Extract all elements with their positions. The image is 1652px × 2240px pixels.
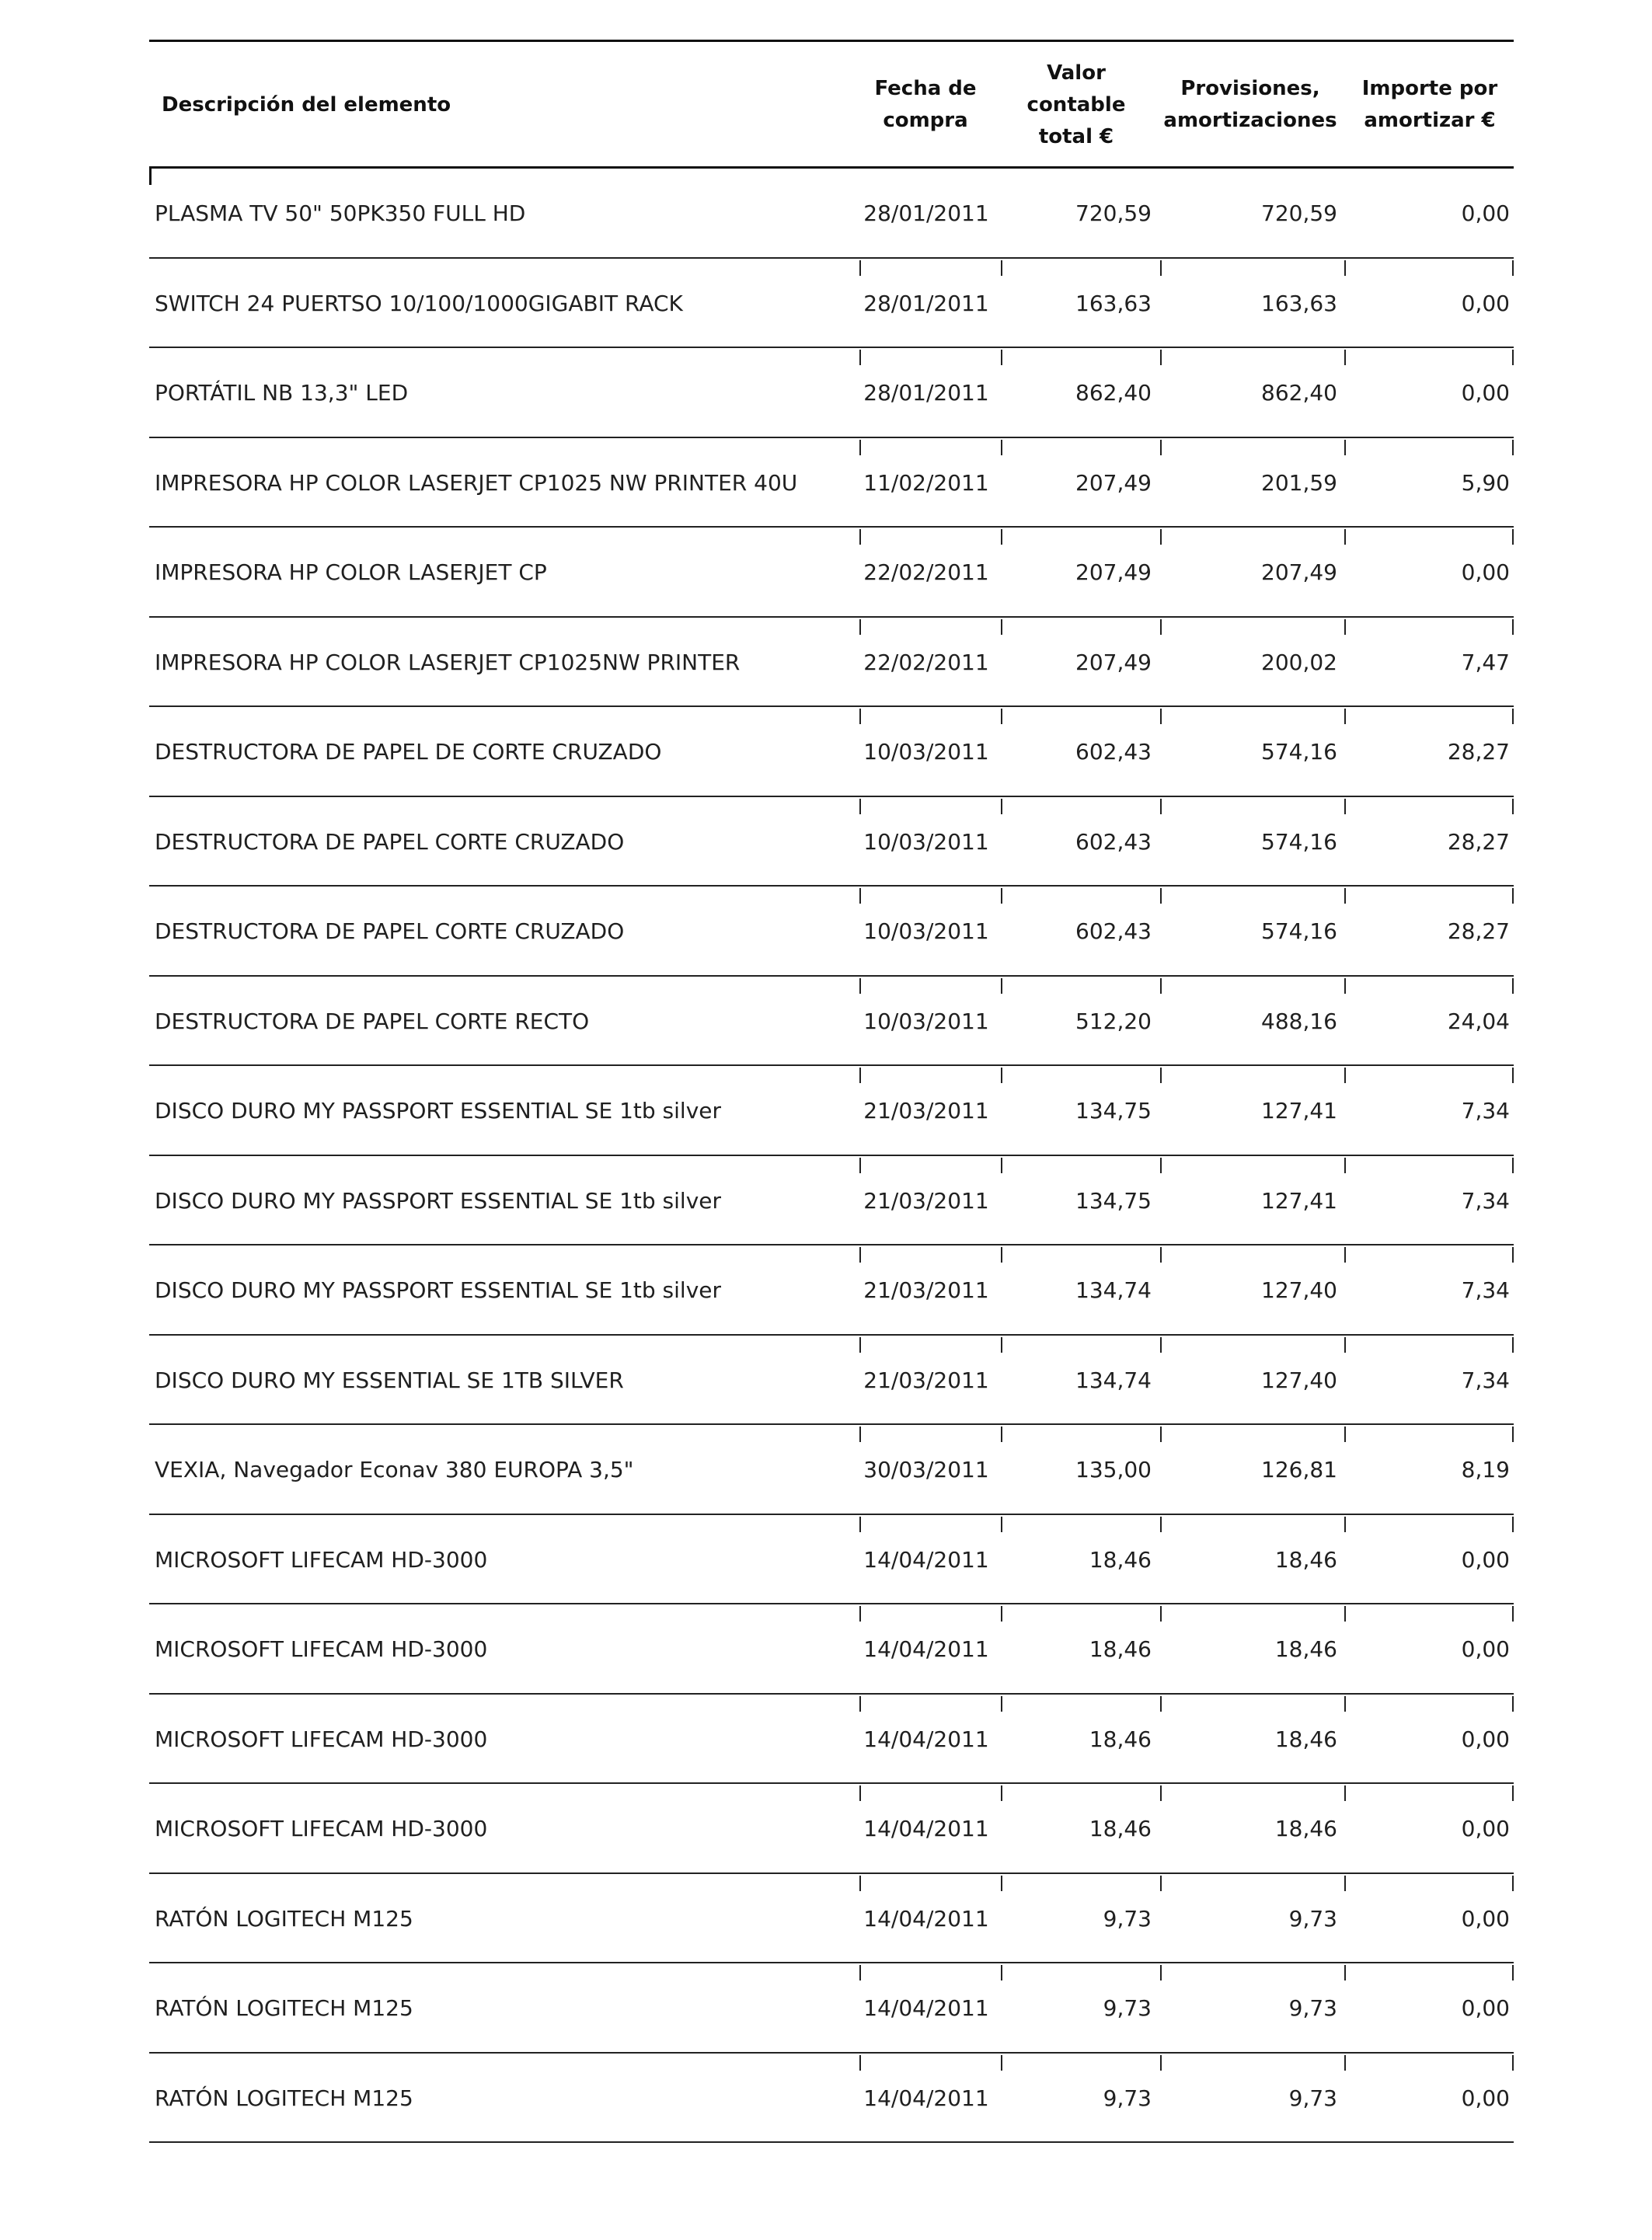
cell-fecha: 14/04/2011 (863, 1636, 989, 1663)
cell-fecha: 10/03/2011 (863, 1008, 989, 1034)
cell-valor: 9,73 (1103, 2085, 1152, 2111)
cell-fecha: 14/04/2011 (863, 1995, 989, 2022)
cell-valor: 602,43 (1075, 918, 1152, 945)
cell-provisiones: 200,02 (1261, 649, 1337, 675)
table-row (149, 169, 1514, 259)
cell-descripcion: DISCO DURO MY PASSPORT ESSENTIAL SE 1tb silver (155, 1098, 722, 1124)
cell-descripcion: MICROSOFT LIFECAM HD-3000 (155, 1546, 488, 1573)
cell-fecha: 21/03/2011 (863, 1187, 989, 1214)
cell-provisiones: 9,73 (1288, 1995, 1337, 2022)
cell-valor: 135,00 (1075, 1457, 1152, 1483)
cell-importe: 7,47 (1461, 649, 1510, 675)
table-row (149, 1784, 1514, 1874)
table-row (149, 707, 1514, 797)
cell-fecha: 22/02/2011 (863, 649, 989, 675)
cell-valor: 207,49 (1075, 649, 1152, 675)
cell-provisiones: 127,41 (1261, 1187, 1337, 1214)
cell-importe: 0,00 (1461, 1726, 1510, 1752)
header-importe: Importe por amortizar € (1361, 77, 1498, 132)
table-row (149, 1066, 1514, 1156)
table-row (149, 1336, 1514, 1426)
cell-importe: 7,34 (1461, 1367, 1510, 1393)
header-cell-descripcion (162, 42, 845, 168)
cell-descripcion: DISCO DURO MY ESSENTIAL SE 1TB SILVER (155, 1367, 624, 1393)
table-row (149, 1874, 1514, 1964)
cell-importe: 28,27 (1447, 828, 1510, 855)
cell-descripcion: MICROSOFT LIFECAM HD-3000 (155, 1636, 488, 1663)
table-row (149, 618, 1514, 708)
cell-importe: 0,00 (1461, 1816, 1510, 1842)
header-cell-fecha (859, 42, 992, 168)
cell-importe: 5,90 (1461, 469, 1510, 496)
cell-valor: 602,43 (1075, 739, 1152, 765)
table-row (149, 887, 1514, 977)
cell-descripcion: DISCO DURO MY PASSPORT ESSENTIAL SE 1tb silver (155, 1277, 722, 1304)
cell-provisiones: 127,40 (1261, 1277, 1337, 1304)
cell-valor: 18,46 (1089, 1726, 1152, 1752)
cell-descripcion: DESTRUCTORA DE PAPEL CORTE RECTO (155, 1008, 590, 1034)
cell-importe: 0,00 (1461, 290, 1510, 316)
cell-provisiones: 126,81 (1261, 1457, 1337, 1483)
cell-descripcion: IMPRESORA HP COLOR LASERJET CP1025 NW PRINTER 40U (155, 469, 798, 496)
cell-fecha: 28/01/2011 (863, 380, 989, 406)
cell-fecha: 21/03/2011 (863, 1277, 989, 1304)
cell-provisiones: 574,16 (1261, 918, 1337, 945)
cell-importe: 28,27 (1447, 918, 1510, 945)
cell-valor: 862,40 (1075, 380, 1152, 406)
cell-provisiones: 163,63 (1261, 290, 1337, 316)
cell-descripcion: RATÓN LOGITECH M125 (155, 1995, 413, 2022)
header-cell-importe (1346, 42, 1514, 168)
table-row (149, 1604, 1514, 1695)
header-provisiones: Provisiones, amortizaciones (1163, 77, 1337, 132)
table-row (149, 438, 1514, 528)
cell-valor: 134,75 (1075, 1187, 1152, 1214)
cell-provisiones: 207,49 (1261, 559, 1337, 586)
cell-valor: 18,46 (1089, 1546, 1152, 1573)
table-header (149, 42, 1514, 168)
cell-provisiones: 574,16 (1261, 828, 1337, 855)
cell-descripcion: VEXIA, Navegador Econav 380 EUROPA 3,5" (155, 1457, 634, 1483)
cell-importe: 7,34 (1461, 1098, 1510, 1124)
table-row (149, 1245, 1514, 1336)
cell-importe: 0,00 (1461, 2085, 1510, 2111)
cell-valor: 18,46 (1089, 1636, 1152, 1663)
table-row (149, 348, 1514, 438)
table-row (149, 1695, 1514, 1785)
cell-fecha: 10/03/2011 (863, 918, 989, 945)
cell-valor: 134,74 (1075, 1277, 1152, 1304)
cell-fecha: 28/01/2011 (863, 200, 989, 227)
cell-fecha: 10/03/2011 (863, 828, 989, 855)
cell-provisiones: 574,16 (1261, 739, 1337, 765)
cell-provisiones: 18,46 (1274, 1546, 1337, 1573)
header-descripcion: Descripción del elemento (162, 92, 451, 117)
cell-fecha: 22/02/2011 (863, 559, 989, 586)
cell-provisiones: 18,46 (1274, 1726, 1337, 1752)
table-row (149, 797, 1514, 887)
table-row (149, 1963, 1514, 2054)
cell-importe: 8,19 (1461, 1457, 1510, 1483)
cell-importe: 24,04 (1447, 1008, 1510, 1034)
header-cell-provisiones (1159, 42, 1341, 168)
cell-fecha: 21/03/2011 (863, 1367, 989, 1393)
table-row (149, 977, 1514, 1067)
table-row (149, 528, 1514, 618)
cell-importe: 0,00 (1461, 1995, 1510, 2022)
header-cell-valor (999, 42, 1153, 168)
cell-fecha: 14/04/2011 (863, 1546, 989, 1573)
table-row (149, 259, 1514, 349)
table-row (149, 1156, 1514, 1246)
table-row (149, 2054, 1514, 2144)
cell-fecha: 14/04/2011 (863, 2085, 989, 2111)
cell-fecha: 21/03/2011 (863, 1098, 989, 1124)
cell-importe: 0,00 (1461, 380, 1510, 406)
cell-valor: 207,49 (1075, 559, 1152, 586)
cell-valor: 512,20 (1075, 1008, 1152, 1034)
cell-valor: 18,46 (1089, 1816, 1152, 1842)
row-divider (149, 2141, 1514, 2143)
cell-provisiones: 720,59 (1261, 200, 1337, 227)
cell-importe: 7,34 (1461, 1187, 1510, 1214)
cell-importe: 28,27 (1447, 739, 1510, 765)
cell-provisiones: 18,46 (1274, 1636, 1337, 1663)
cell-importe: 0,00 (1461, 559, 1510, 586)
table-row (149, 1515, 1514, 1605)
cell-importe: 7,34 (1461, 1277, 1510, 1304)
cell-valor: 602,43 (1075, 828, 1152, 855)
cell-descripcion: IMPRESORA HP COLOR LASERJET CP (155, 559, 547, 586)
cell-fecha: 30/03/2011 (863, 1457, 989, 1483)
cell-provisiones: 127,40 (1261, 1367, 1337, 1393)
cell-descripcion: DESTRUCTORA DE PAPEL DE CORTE CRUZADO (155, 739, 662, 765)
cell-provisiones: 18,46 (1274, 1816, 1337, 1842)
cell-provisiones: 9,73 (1288, 1905, 1337, 1932)
cell-fecha: 14/04/2011 (863, 1726, 989, 1752)
table-body (149, 169, 1514, 2143)
cell-descripcion: MICROSOFT LIFECAM HD-3000 (155, 1816, 488, 1842)
cell-provisiones: 488,16 (1261, 1008, 1337, 1034)
cell-provisiones: 9,73 (1288, 2085, 1337, 2111)
cell-importe: 0,00 (1461, 1546, 1510, 1573)
cell-importe: 0,00 (1461, 200, 1510, 227)
cell-fecha: 14/04/2011 (863, 1905, 989, 1932)
cell-descripcion: RATÓN LOGITECH M125 (155, 2085, 413, 2111)
cell-valor: 720,59 (1075, 200, 1152, 227)
cell-importe: 0,00 (1461, 1905, 1510, 1932)
cell-valor: 9,73 (1103, 1995, 1152, 2022)
cell-valor: 163,63 (1075, 290, 1152, 316)
cell-valor: 9,73 (1103, 1905, 1152, 1932)
cell-provisiones: 201,59 (1261, 469, 1337, 496)
cell-valor: 134,75 (1075, 1098, 1152, 1124)
cell-descripcion: PORTÁTIL NB 13,3" LED (155, 380, 409, 406)
cell-descripcion: PLASMA TV 50" 50PK350 FULL HD (155, 200, 526, 227)
cell-provisiones: 127,41 (1261, 1098, 1337, 1124)
cell-provisiones: 862,40 (1261, 380, 1337, 406)
table-row (149, 1425, 1514, 1515)
cell-fecha: 14/04/2011 (863, 1816, 989, 1842)
cell-descripcion: MICROSOFT LIFECAM HD-3000 (155, 1726, 488, 1752)
cell-descripcion: RATÓN LOGITECH M125 (155, 1905, 413, 1932)
cell-valor: 207,49 (1075, 469, 1152, 496)
cell-descripcion: DESTRUCTORA DE PAPEL CORTE CRUZADO (155, 828, 625, 855)
cell-fecha: 28/01/2011 (863, 290, 989, 316)
cell-fecha: 10/03/2011 (863, 739, 989, 765)
header-fecha: Fecha de compra (874, 77, 977, 132)
cell-descripcion: DESTRUCTORA DE PAPEL CORTE CRUZADO (155, 918, 625, 945)
cell-descripcion: DISCO DURO MY PASSPORT ESSENTIAL SE 1tb silver (155, 1187, 722, 1214)
cell-fecha: 11/02/2011 (863, 469, 989, 496)
cell-descripcion: SWITCH 24 PUERTSO 10/100/1000GIGABIT RACK (155, 290, 683, 316)
cell-valor: 134,74 (1075, 1367, 1152, 1393)
cell-importe: 0,00 (1461, 1636, 1510, 1663)
header-valor: Valor contable total € (1026, 61, 1126, 148)
cell-descripcion: IMPRESORA HP COLOR LASERJET CP1025NW PRINTER (155, 649, 741, 675)
